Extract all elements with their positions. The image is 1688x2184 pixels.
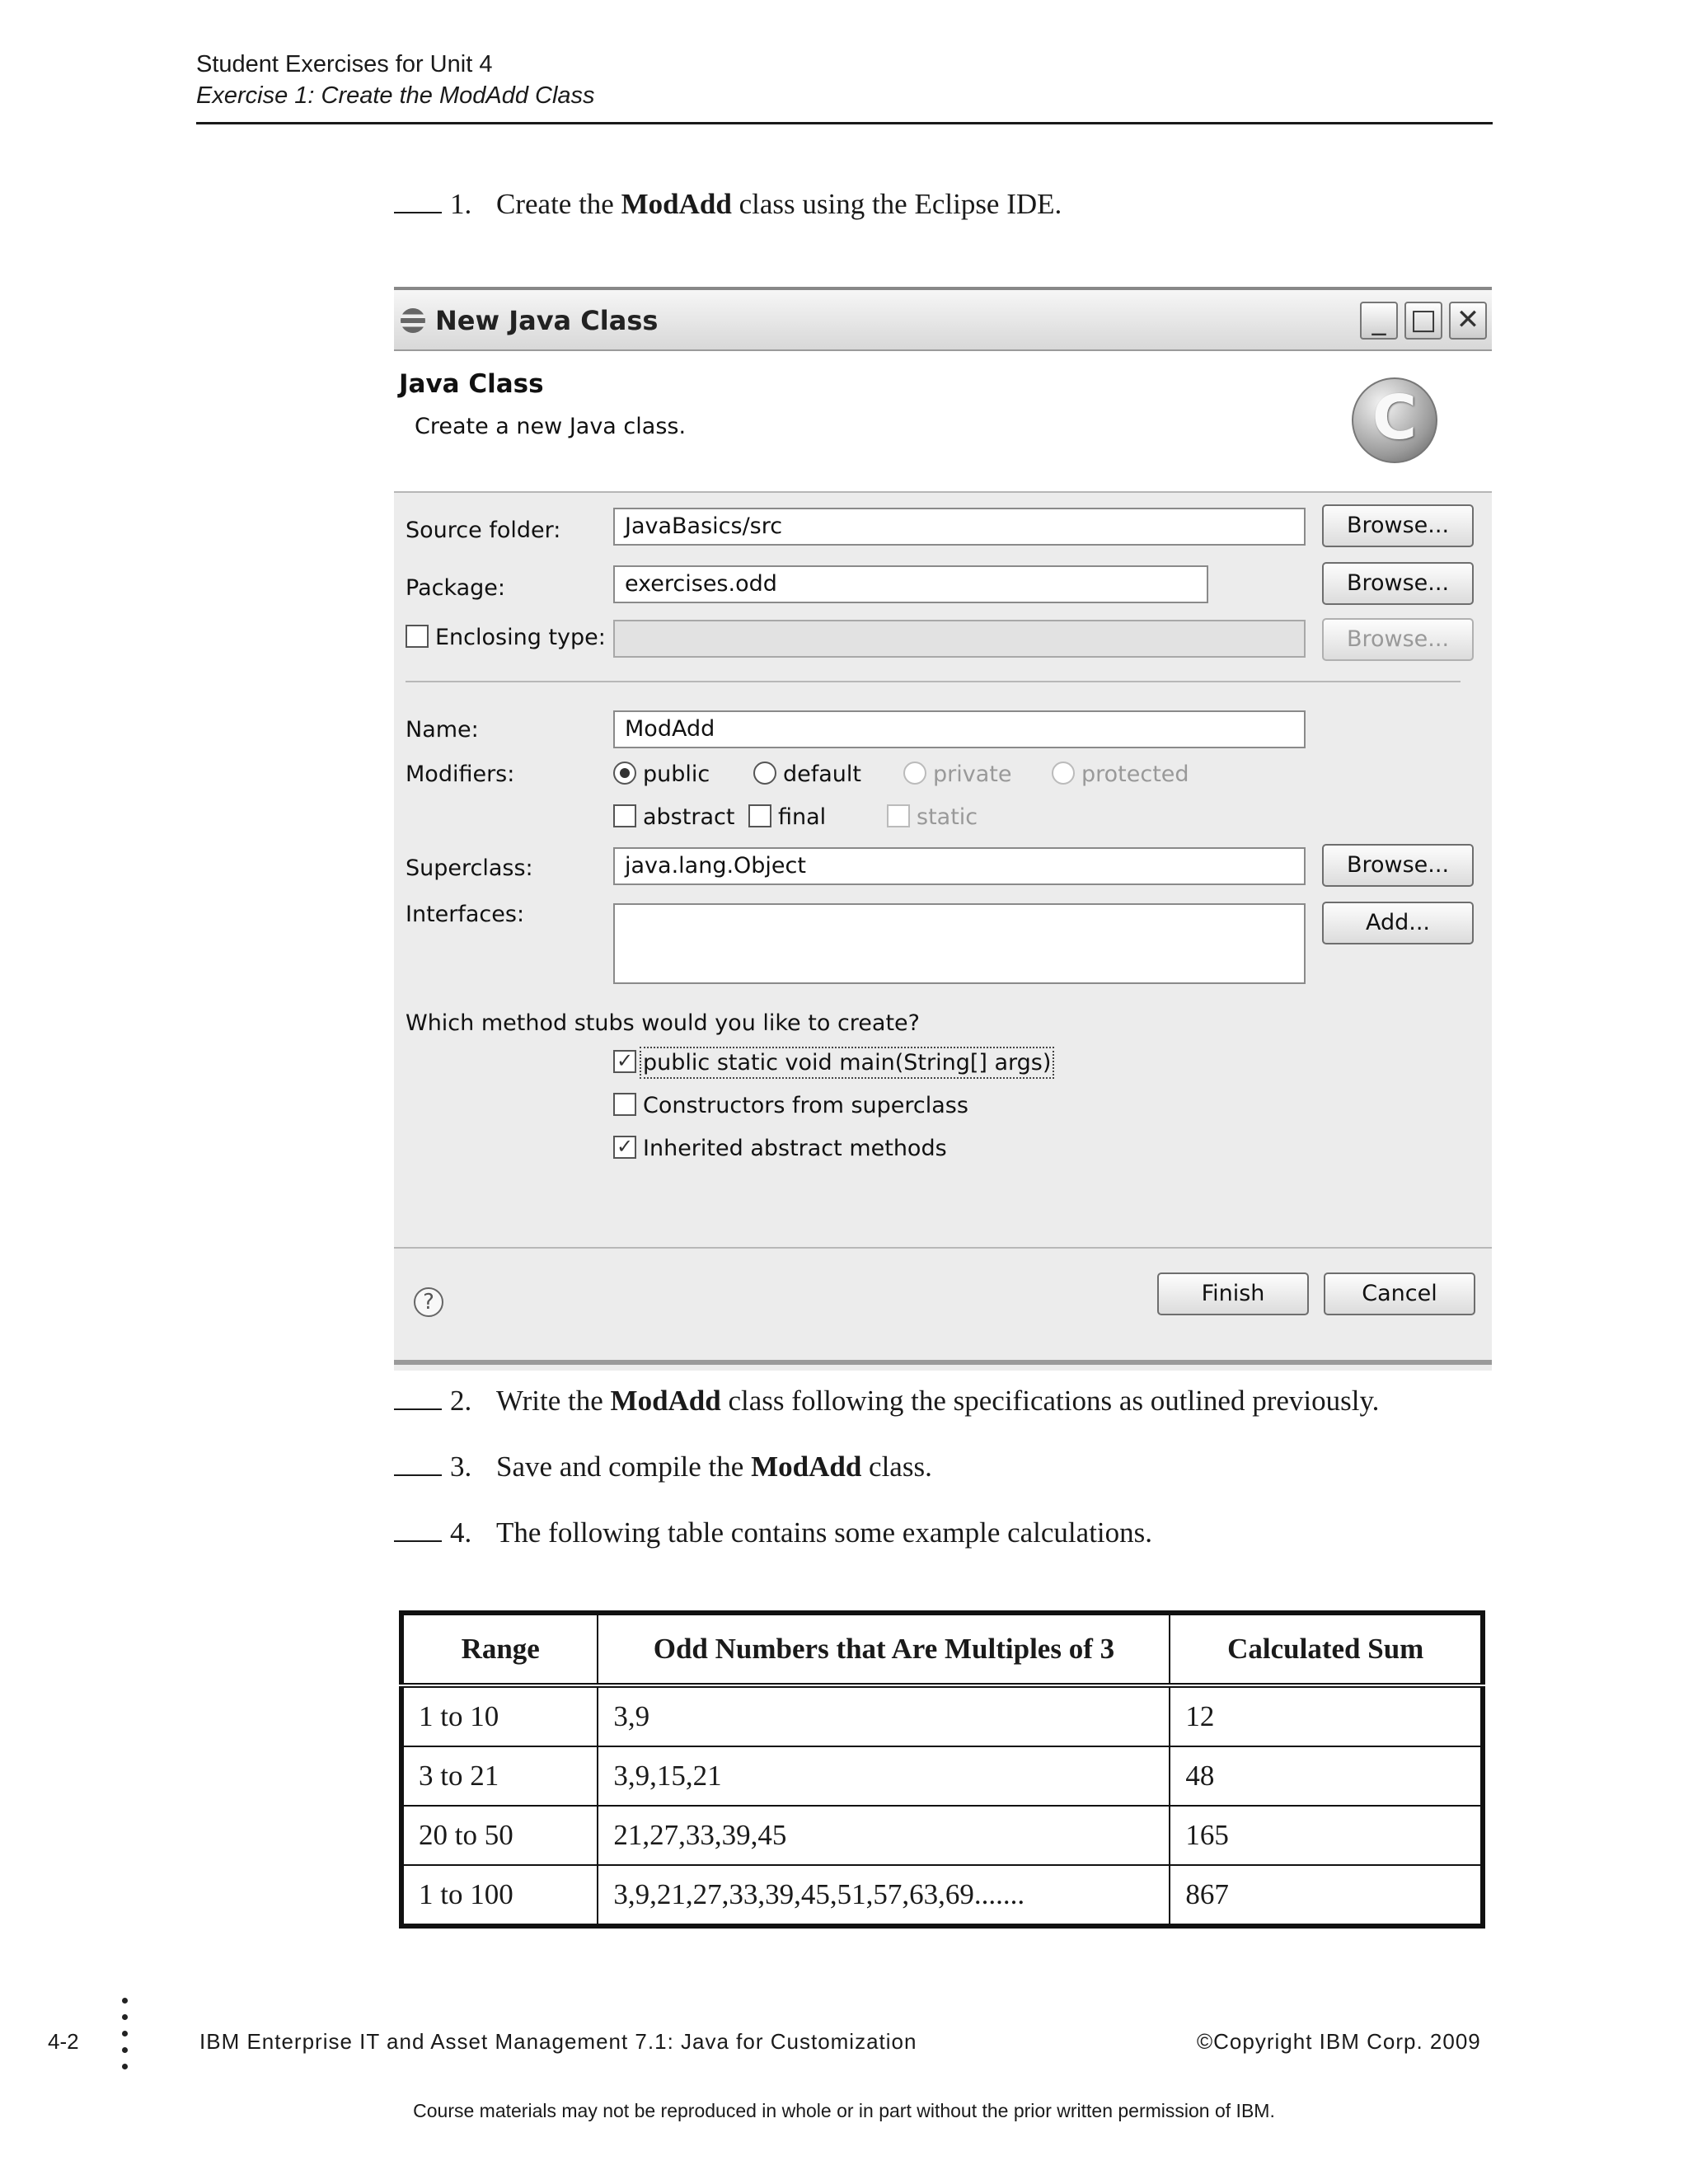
stubs-question: Which method stubs would you like to create? xyxy=(406,1010,920,1036)
cell-range: 1 to 100 xyxy=(401,1865,598,1926)
interfaces-list[interactable] xyxy=(613,903,1306,984)
header-unit-title: Student Exercises for Unit 4 xyxy=(196,51,493,77)
default-label: default xyxy=(783,762,862,787)
step-number: 1. xyxy=(450,188,472,220)
protected-label: protected xyxy=(1081,762,1189,787)
final-label: final xyxy=(778,804,827,830)
dialog-footer-separator xyxy=(394,1247,1492,1249)
step-text: class. xyxy=(861,1451,932,1483)
cell-odd-numbers: 3,9 xyxy=(598,1685,1170,1746)
inherited-stub-label: Inherited abstract methods xyxy=(643,1136,947,1161)
browse-source-folder-button[interactable]: Browse... xyxy=(1322,504,1474,547)
example-calculations-table xyxy=(399,1610,1485,1929)
table-row xyxy=(401,1746,1483,1806)
main-stub-label: public static void main(String[] args) xyxy=(643,1050,1052,1076)
step-text: class following the specifications as outlined previously. xyxy=(720,1385,1380,1417)
banner-description: Create a new Java class. xyxy=(415,414,687,439)
step-text: Write the xyxy=(496,1385,611,1417)
cell-odd-numbers: 21,27,33,39,45 xyxy=(598,1806,1170,1865)
package-label: Package: xyxy=(406,575,506,601)
static-label: static xyxy=(917,804,978,830)
new-java-class-dialog xyxy=(394,287,1492,1371)
table-header-row xyxy=(401,1613,1483,1685)
source-folder-label: Source folder: xyxy=(406,518,561,543)
dialog-titlebar xyxy=(394,290,1492,351)
cell-range: 20 to 50 xyxy=(401,1806,598,1865)
step-text: class using the Eclipse IDE. xyxy=(731,188,1062,220)
private-radio[interactable] xyxy=(903,762,926,785)
enclosing-type-label: Enclosing type: xyxy=(435,625,606,650)
step-3 xyxy=(394,1451,932,1483)
browse-package-button[interactable]: Browse... xyxy=(1322,562,1474,605)
dialog-banner xyxy=(394,351,1492,493)
source-folder-input[interactable]: JavaBasics/src xyxy=(613,508,1306,546)
step-checkbox-blank xyxy=(394,1517,442,1542)
step-bold-term: ModAdd xyxy=(610,1385,721,1417)
enclosing-type-checkbox[interactable] xyxy=(406,625,429,648)
close-button[interactable]: ✕ xyxy=(1449,302,1487,340)
cell-sum: 165 xyxy=(1170,1806,1483,1865)
header-calculated-sum: Calculated Sum xyxy=(1170,1613,1483,1685)
cell-range: 3 to 21 xyxy=(401,1746,598,1806)
superclass-input[interactable]: java.lang.Object xyxy=(613,847,1306,885)
cell-odd-numbers: 3,9,15,21 xyxy=(598,1746,1170,1806)
step-2 xyxy=(394,1385,1379,1418)
dialog-bottom-edge xyxy=(394,1360,1492,1365)
step-number: 4. xyxy=(450,1516,472,1549)
cell-sum: 867 xyxy=(1170,1865,1483,1926)
table-row xyxy=(401,1685,1483,1746)
name-label: Name: xyxy=(406,717,479,743)
cancel-button[interactable]: Cancel xyxy=(1324,1272,1475,1315)
step-checkbox-blank xyxy=(394,189,442,213)
private-label: private xyxy=(933,762,1012,787)
help-icon[interactable]: ? xyxy=(414,1287,443,1317)
interfaces-label: Interfaces: xyxy=(406,902,525,927)
footer-copyright: ©Copyright IBM Corp. 2009 xyxy=(1197,2029,1481,2054)
public-label: public xyxy=(643,762,710,787)
page-number: 4-2 xyxy=(48,2029,79,2054)
superclass-label: Superclass: xyxy=(406,855,533,881)
minimize-button[interactable]: _ xyxy=(1360,302,1398,340)
inherited-stub-checkbox[interactable]: ✓ xyxy=(613,1136,636,1159)
cell-range: 1 to 10 xyxy=(401,1685,598,1746)
step-number: 2. xyxy=(450,1385,472,1417)
modifiers-label: Modifiers: xyxy=(406,762,515,787)
step-1 xyxy=(394,188,1062,221)
header-range: Range xyxy=(401,1613,598,1685)
step-bold-term: ModAdd xyxy=(751,1451,862,1483)
header-exercise-title: Exercise 1: Create the ModAdd Class xyxy=(196,82,595,109)
footer-reproduction-notice: Course materials may not be reproduced in whole or in part without the prior written permission of IBM. xyxy=(413,2100,1275,2121)
cell-sum: 12 xyxy=(1170,1685,1483,1746)
step-number: 3. xyxy=(450,1451,472,1483)
protected-radio[interactable] xyxy=(1052,762,1075,785)
maximize-button[interactable]: □ xyxy=(1404,302,1442,340)
class-c-icon: C xyxy=(1352,377,1437,463)
footer-course-title: IBM Enterprise IT and Asset Management 7.1: Java for Customization xyxy=(199,2029,917,2054)
step-text: Create the xyxy=(496,188,621,220)
abstract-checkbox[interactable] xyxy=(613,804,636,827)
step-bold-term: ModAdd xyxy=(621,188,732,220)
eclipse-icon xyxy=(401,308,425,333)
banner-heading: Java Class xyxy=(399,369,544,399)
dialog-title: New Java Class xyxy=(435,305,659,336)
static-checkbox[interactable] xyxy=(887,804,910,827)
header-odd-numbers: Odd Numbers that Are Multiples of 3 xyxy=(598,1613,1170,1685)
final-checkbox[interactable] xyxy=(748,804,771,827)
table-row xyxy=(401,1806,1483,1865)
add-interface-button[interactable]: Add... xyxy=(1322,902,1474,944)
cell-sum: 48 xyxy=(1170,1746,1483,1806)
browse-superclass-button[interactable]: Browse... xyxy=(1322,844,1474,887)
header-divider xyxy=(196,122,1493,124)
name-input[interactable]: ModAdd xyxy=(613,710,1306,748)
step-checkbox-blank xyxy=(394,1385,442,1410)
finish-button[interactable]: Finish xyxy=(1157,1272,1309,1315)
table-row xyxy=(401,1865,1483,1926)
abstract-label: abstract xyxy=(643,804,735,830)
step-4 xyxy=(394,1516,1152,1549)
default-radio[interactable] xyxy=(753,762,776,785)
step-text: The following table contains some example calculations. xyxy=(496,1516,1153,1549)
public-radio[interactable] xyxy=(613,762,636,785)
step-checkbox-blank xyxy=(394,1451,442,1476)
section-separator xyxy=(406,681,1461,682)
constructors-stub-label: Constructors from superclass xyxy=(643,1093,968,1118)
enclosing-type-input[interactable] xyxy=(613,620,1306,658)
footer-dots-decoration xyxy=(122,1998,129,2080)
package-input[interactable]: exercises.odd xyxy=(613,565,1208,603)
main-stub-checkbox[interactable]: ✓ xyxy=(613,1050,636,1073)
cell-odd-numbers: 3,9,21,27,33,39,45,51,57,63,69....... xyxy=(598,1865,1170,1926)
step-text: Save and compile the xyxy=(496,1451,752,1483)
browse-enclosing-button[interactable]: Browse... xyxy=(1322,618,1474,661)
constructors-stub-checkbox[interactable] xyxy=(613,1093,636,1116)
